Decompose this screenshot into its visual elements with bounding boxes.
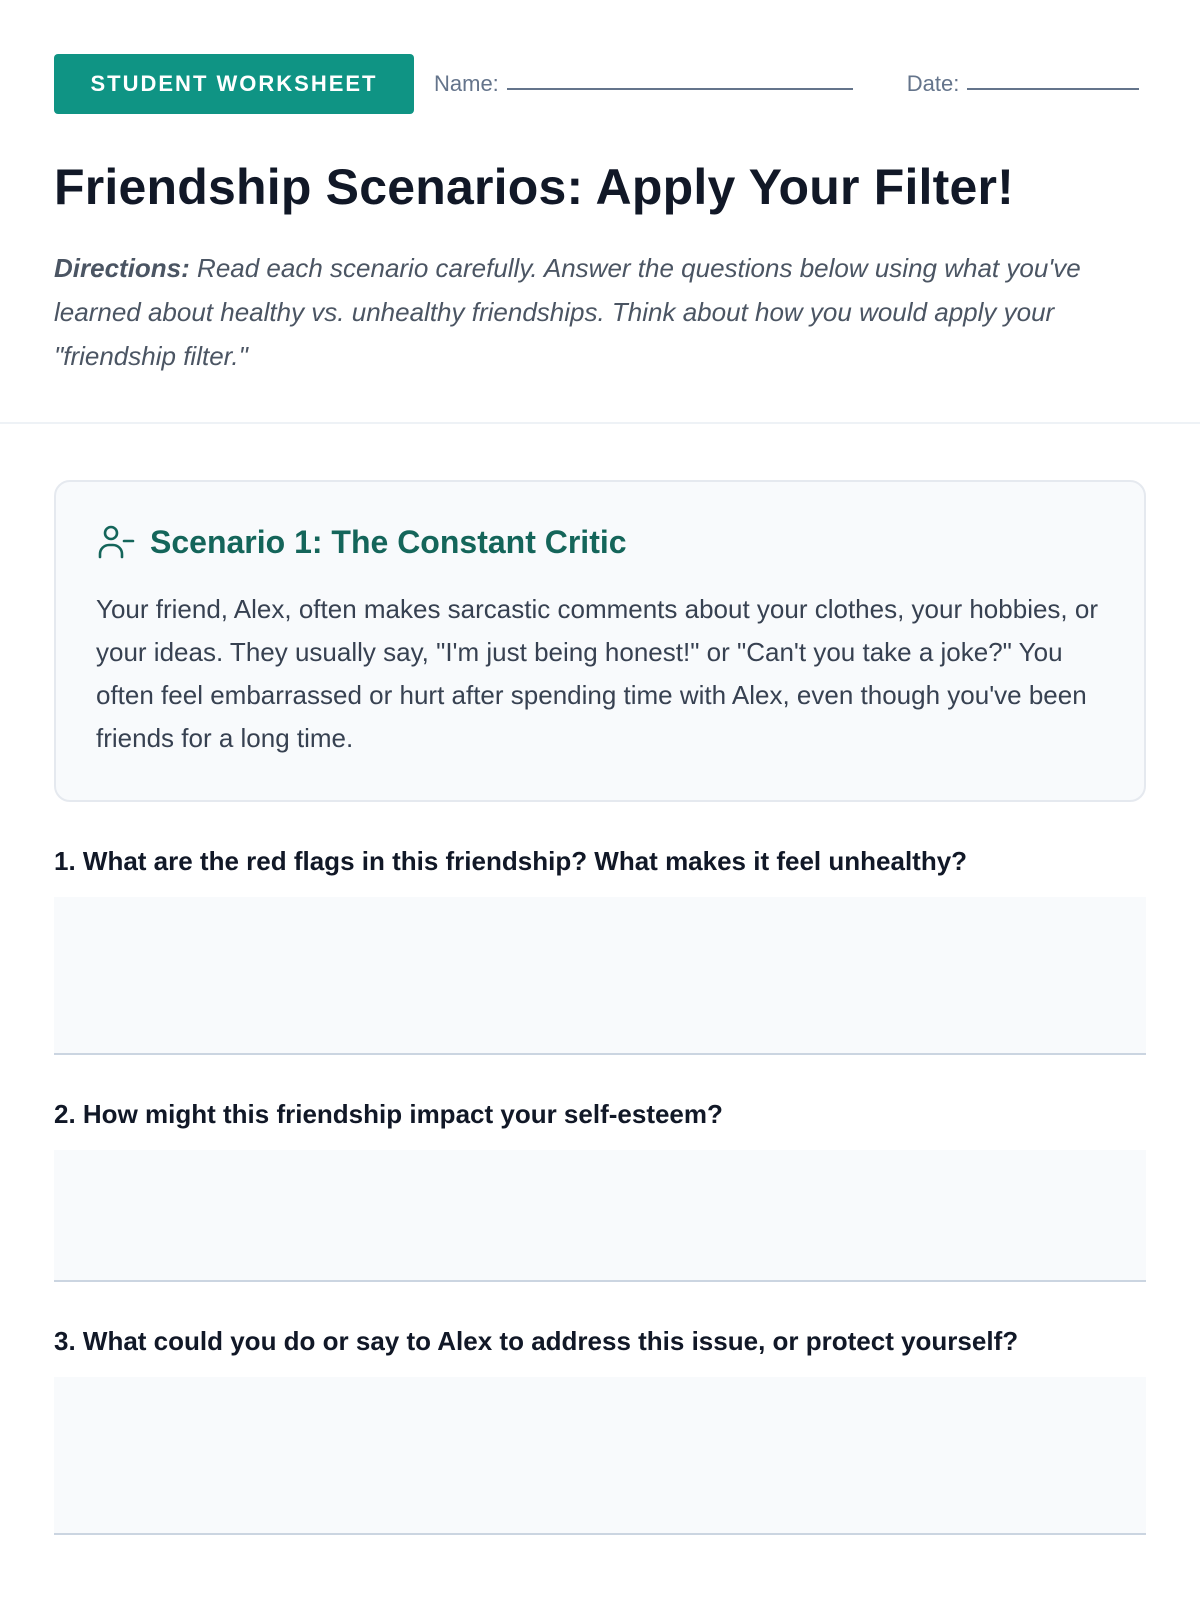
date-field[interactable] bbox=[907, 71, 1140, 97]
name-field[interactable] bbox=[434, 71, 853, 97]
date-label: Date: bbox=[906, 71, 960, 96]
answer-box-3[interactable] bbox=[54, 1377, 1146, 1535]
user-minus-icon bbox=[96, 522, 136, 562]
answer-box-2[interactable] bbox=[54, 1150, 1146, 1282]
directions-lead: Directions: bbox=[54, 253, 190, 283]
worksheet-header bbox=[0, 0, 1200, 424]
scenario-title: Scenario 1: The Constant Critic bbox=[150, 523, 627, 560]
answer-box-1[interactable] bbox=[54, 897, 1146, 1055]
page-title: Friendship Scenarios: Apply Your Filter! bbox=[54, 159, 1015, 215]
name-label: Name: bbox=[434, 71, 499, 96]
date-line[interactable] bbox=[967, 78, 1139, 90]
scenario-body: Your friend, Alex, often makes sarcastic comments about your clothes, your hobbies, or your ideas. They usually say, "I'm just being honest!" or "Can't you take a joke?" You often feel embarrassed or hurt after spending time with Alex, even though you've been friends for a long time. bbox=[96, 594, 1098, 753]
worksheet-content bbox=[0, 424, 1200, 1535]
scenario-heading bbox=[96, 522, 1104, 562]
name-line[interactable] bbox=[507, 78, 853, 90]
header-top-row bbox=[54, 54, 1146, 114]
question-1: 1. What are the red flags in this friendship? What makes it feel unhealthy? bbox=[54, 846, 968, 876]
question-3: 3. What could you do or say to Alex to address this issue, or protect yourself? bbox=[54, 1326, 1019, 1356]
worksheet-badge: STUDENT WORKSHEET bbox=[54, 54, 414, 114]
directions bbox=[54, 246, 1146, 378]
question-2: 2. How might this friendship impact your self-esteem? bbox=[54, 1099, 723, 1129]
scenario-card bbox=[54, 480, 1146, 802]
directions-text: Read each scenario carefully. Answer the questions below using what you've learned about healthy vs. unhealthy friendships. Think about how you would apply your "friendship filter." bbox=[54, 253, 1081, 371]
